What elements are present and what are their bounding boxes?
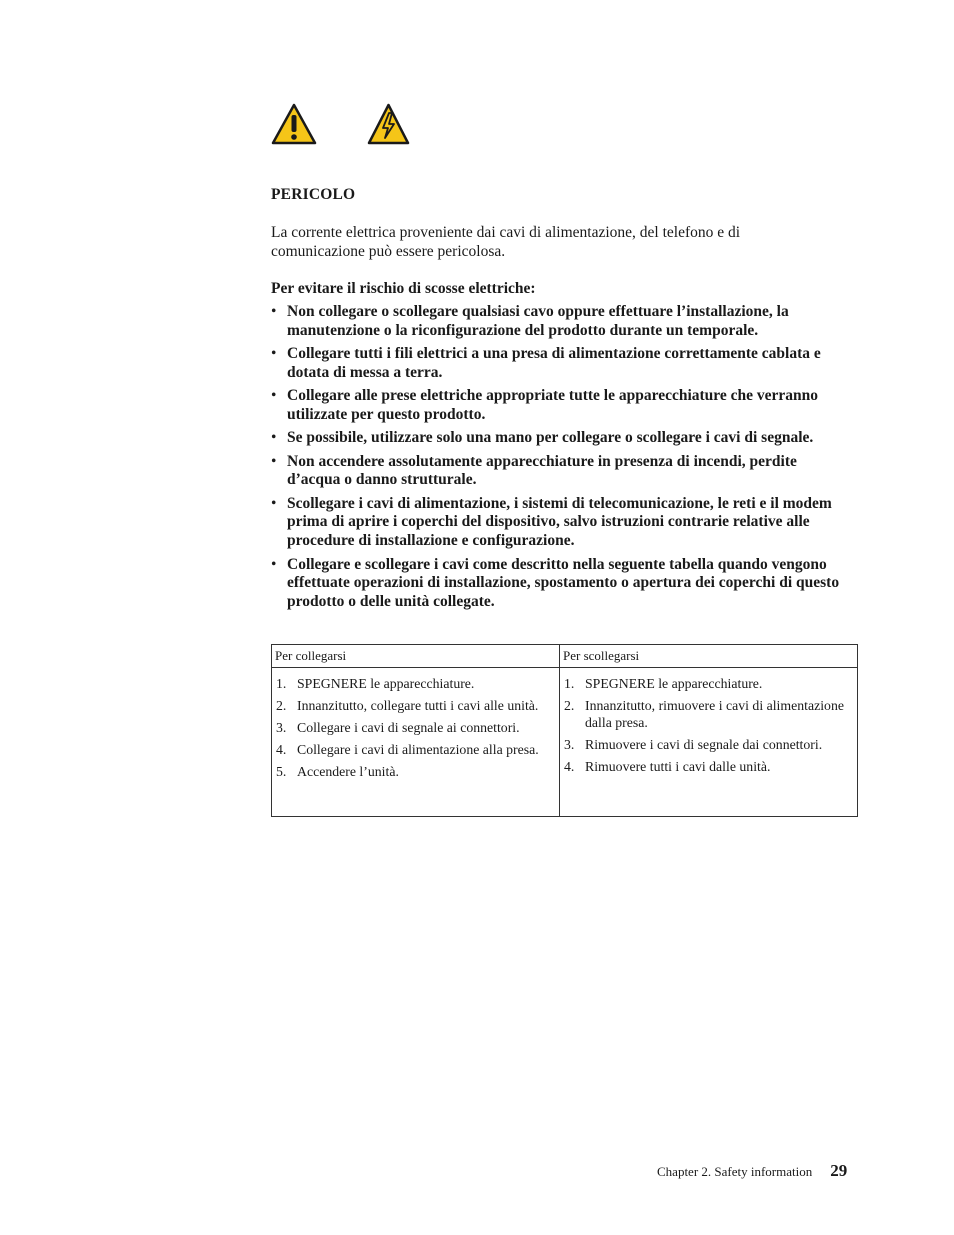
step-number: 3. [276,720,287,735]
bullet-icon: • [271,345,277,363]
safety-bullet-list [271,303,851,616]
disconnect-steps-list [560,675,857,775]
list-item-text: Non collegare o scollegare qualsiasi cavo oppure effettuare l’installazione, la manutenzione o la riconfigurazione del prodotto durante un temporale. [287,303,789,339]
bullet-icon: • [271,555,277,573]
step-item [272,719,559,736]
list-item [271,429,851,448]
bullet-icon: • [271,494,277,512]
list-item [271,387,851,424]
step-item [272,697,559,714]
list-item [271,345,851,382]
step-text: Innanzitutto, collegare tutti i cavi alle unità. [297,698,539,713]
step-text: Collegare i cavi di segnale ai connettori. [297,720,520,735]
step-number: 4. [564,759,575,774]
intro-paragraph: La corrente elettrica proveniente dai cavi di alimentazione, del telefono e di comunicazione può essere pericolosa. [271,224,741,260]
step-item [272,763,559,780]
page-footer [657,1161,847,1181]
step-item [560,675,857,692]
warning-icon [271,103,317,145]
page-number: 29 [830,1161,848,1180]
step-text: Rimuovere i cavi di segnale dai connettori. [585,737,823,752]
header-disconnect: Per scollegarsi [563,648,640,663]
step-item [560,697,857,731]
list-item [271,556,851,612]
list-item-text: Collegare alle prese elettriche appropriate tutte le apparecchiature che verranno utilizzate per questo prodotto. [287,387,819,423]
disconnect-steps-cell [560,668,857,816]
list-item-text: Collegare e scollegare i cavi come descritto nella seguente tabella quando vengono effettuate operazioni di installazione, spostamento o apertura dei coperchi di questo prodotto o delle unità collegate. [287,555,840,610]
list-item [271,495,851,551]
danger-heading: PERICOLO [271,186,356,203]
step-number: 2. [564,698,575,713]
bullet-icon: • [271,429,277,447]
connect-steps-list [272,675,559,780]
connect-steps-cell [272,668,560,816]
step-number: 1. [276,676,287,691]
step-number: 1. [564,676,575,691]
step-text: Innanzitutto, rimuovere i cavi di alimentazione dalla presa. [585,698,844,730]
step-item [272,741,559,758]
step-text: SPEGNERE le apparecchiature. [297,676,475,691]
step-number: 4. [276,742,287,757]
list-item-text: Se possibile, utilizzare solo una mano per collegare o scollegare i cavi di segnale. [287,429,814,447]
step-item [272,675,559,692]
list-item-text: Scollegare i cavi di alimentazione, i sistemi di telecomunicazione, le reti e il modem prima di aprire i coperchi del dispositivo, salvo istruzioni contrarie relative alle procedure di installazione e configurazione. [287,494,832,550]
step-number: 3. [564,737,575,752]
list-item [271,303,851,340]
bullet-icon: • [271,387,277,405]
step-number: 5. [276,764,287,779]
step-text: Accendere l’unità. [297,764,399,779]
step-text: Rimuovere tutti i cavi dalle unità. [585,759,771,774]
step-item [560,758,857,775]
table-header-row [272,645,857,668]
table-body-row [272,668,857,816]
bullet-icon: • [271,303,277,320]
step-text: SPEGNERE le apparecchiature. [585,676,763,691]
electrical-hazard-icon [367,103,410,145]
list-item-text: Non accendere assolutamente apparecchiature in presenza di incendi, perdite d’acqua o danno strutturale. [287,452,797,489]
list-item-text: Collegare tutti i fili elettrici a una presa di alimentazione correttamente cablata e dotata di messa a terra. [287,345,821,381]
step-number: 2. [276,698,287,713]
bullets-lead: Per evitare il rischio di scosse elettriche: [271,280,536,297]
step-item [560,736,857,753]
list-item [271,453,851,490]
bullet-icon: • [271,452,277,470]
chapter-title: Chapter 2. Safety information [657,1164,813,1179]
connection-table [271,644,858,817]
header-connect: Per collegarsi [272,645,560,667]
step-text: Collegare i cavi di alimentazione alla presa. [297,742,539,757]
